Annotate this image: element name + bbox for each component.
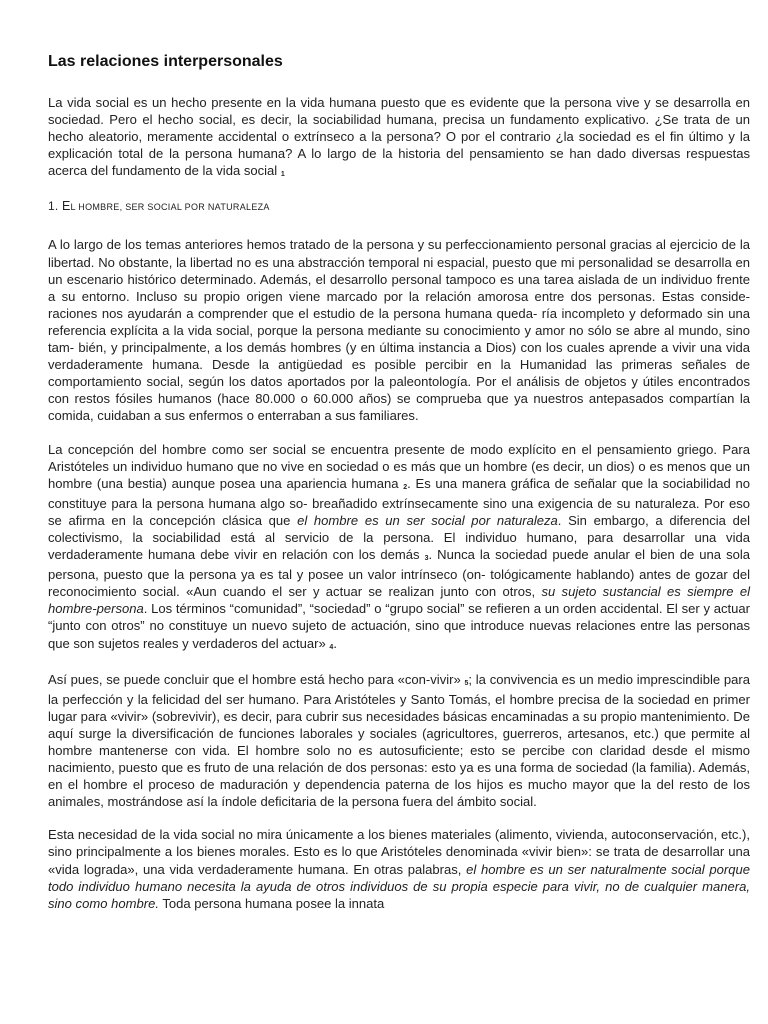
p2-emphasis-2: su sujeto sustancial es siempre el hombre-persona [48, 584, 751, 617]
body-paragraph-3 [48, 671, 750, 811]
section-heading [48, 198, 750, 216]
body-paragraph-4 [48, 826, 750, 911]
p3-text-a: Así pues, se puede concluir que el hombre está hecho para «con-vivir» [48, 671, 461, 687]
footnote-ref-2[interactable]: 2 [403, 483, 408, 491]
p3-text-b: ; la convivencia es un medio imprescindible para la perfección y la felicidad del ser humano. Para Aristóteles y Santo Tomás, el hombre precisa de la sociedad en primer lugar para «vivir» (sobrevivir), es decir, para cubrir sus necesidades básicas encaminadas a su propio mantenimiento. De aquí surge la diversificación de funciones laborales y sociales (agricultores, guerreros, artesanos, etc.) que permite al hombre mantenerse con vida. El hombre solo no es autosuficiente; esto se percibe con claridad desde el mismo nacimiento, puesto que es fruto de una relación de dos personas: esto ya es una forma de sociedad (la familia). Además, en el hombre el proceso de maduración y dependencia paterna de los hijos es mucho mayor que la del resto de los animales, mostrándose así la índole deficitaria de la persona fuera del ámbito social. [48, 671, 750, 810]
page-title: Las relaciones interpersonales [48, 53, 283, 70]
footnote-ref-5[interactable]: 5 [464, 679, 469, 687]
p2-text-d: . Nunca la sociedad puede anular el bien de una sola persona, puesto que la persona ya es tal y posee un valor intrínseco (on- tológicamente hablando) antes de gozar del reconocimiento social. «Aun cuando el ser y actuar se realizan junto con otros, [48, 547, 751, 600]
section-title-initial: E [61, 199, 71, 214]
section-title-rest: L HOMBRE, SER SOCIAL POR NATURALEZA [70, 202, 270, 213]
p4-text-a: Esta necesidad de la vida social no mira únicamente a los bienes materiales (alimento, vivienda, autoconservación, etc.), sino principalmente a los bienes morales. Esto es lo que Aristóteles denominada «vivir bien»: se trata de desarrollar una «vida lograda», una vida verdaderamente humana. En otras palabras, [48, 827, 750, 877]
p2-text-c: . Sin embargo, a diferencia del colectivismo, la sociabilidad está al servicio de la persona. El individuo humano, para desarrollar una vida verdaderamente humana debe vivir en relación con los demás [48, 512, 750, 563]
body-paragraph-2 [48, 441, 750, 655]
body-paragraph-1: A lo largo de los temas anteriores hemos tratado de la persona y su perfeccionamiento personal gracias al ejercicio de la libertad. No obstante, la libertad no es una abstracción temporal ni espacial, puesto que mi personalidad se desarrolla en un escenario histórico determinado. Además, el desarrollo personal tampoco es una tarea aislada de un individuo frente a su entorno. Incluso su propio origen viene marcado por la relación amorosa entre dos personas. Estas conside- raciones nos ayudarán a comprender que el estudio de la persona humana queda- ría incompleto y deformado sin una referencia explícita a la vida social, porque la persona mediante su conocimiento y amor no sólo se abre al mundo, sino tam- bién, y principalmente, a los demás hombres (y en última instancia a Dios) con los cuales aprende a vivir una vida verdaderamente humana. Desde la antigüedad es posible percibir en la Humanidad las primeras señales de comportamiento social, según los datos aportados por la paleontología. Por el análisis de objetos y útiles encontrados con restos fósiles humanos (hace 80.000 o 60.000 años) se comprueba que ya nuestros antepasados compartían la comida, cuidaban a sus enfermos o enterraban a sus familiares. [48, 237, 750, 424]
footnote-ref-4[interactable]: 4 [329, 643, 334, 651]
p2-text-e: . Los términos “comunidad”, “sociedad” o “grupo social” se refieren a un orden accidental. El ser y actuar “junto con otros” no constituye un nuevo sujeto de actuación, sino que introduce nuevas relaciones entre las personas que son sujetos reales y verdaderos del actuar» [48, 601, 750, 651]
p2-text-f: . [333, 635, 337, 651]
section-number: 1. [48, 199, 59, 214]
p2-text-a: La concepción del hombre como ser social se encuentra presente de modo explícito en el pensamiento griego. Para Aristóteles un individuo humano que no vive en sociedad o es más que un hombre (es decir, un dios) o es menos que un hombre (una bestia) aunque posea una apariencia humana [48, 441, 750, 491]
p2-emphasis-1: el hombre es un ser social por naturaleza [297, 512, 558, 528]
intro-text: La vida social es un hecho presente en la vida humana puesto que es evidente que la persona vive y se desarrolla en sociedad. Pero el hecho social, es decir, la sociabilidad humana, precisa un fundamento explicativo. ¿Se trata de un hecho aleatorio, meramente accidental o extrínseco a la persona? O por el contrario ¿la sociedad es el fin último y la explicación total de la persona humana? A lo largo de la historia del pensamiento se han dado diversas respuestas acerca del fundamento de la vida social [48, 95, 750, 179]
p4-text-b: Toda persona humana posee la innata [158, 895, 385, 911]
document-page [48, 50, 750, 928]
footnote-ref-3[interactable]: 3 [424, 555, 429, 563]
footnote-ref-1[interactable]: 1 [280, 171, 285, 179]
p4-emphasis: el hombre es un ser naturalmente social porque todo individuo humano necesita la ayuda de otros individuos de su propia especie para vivir, no de cualquier manera, sino como hombre. [48, 861, 750, 911]
p2-text-b: . Es una manera gráfica de señalar que la sociabilidad no constituye para la persona humana algo so- breañadido extrínsecamente sino una exigencia de su naturaleza. Por eso se afirma en la concepción clásica que [48, 475, 751, 528]
intro-paragraph [48, 94, 750, 182]
